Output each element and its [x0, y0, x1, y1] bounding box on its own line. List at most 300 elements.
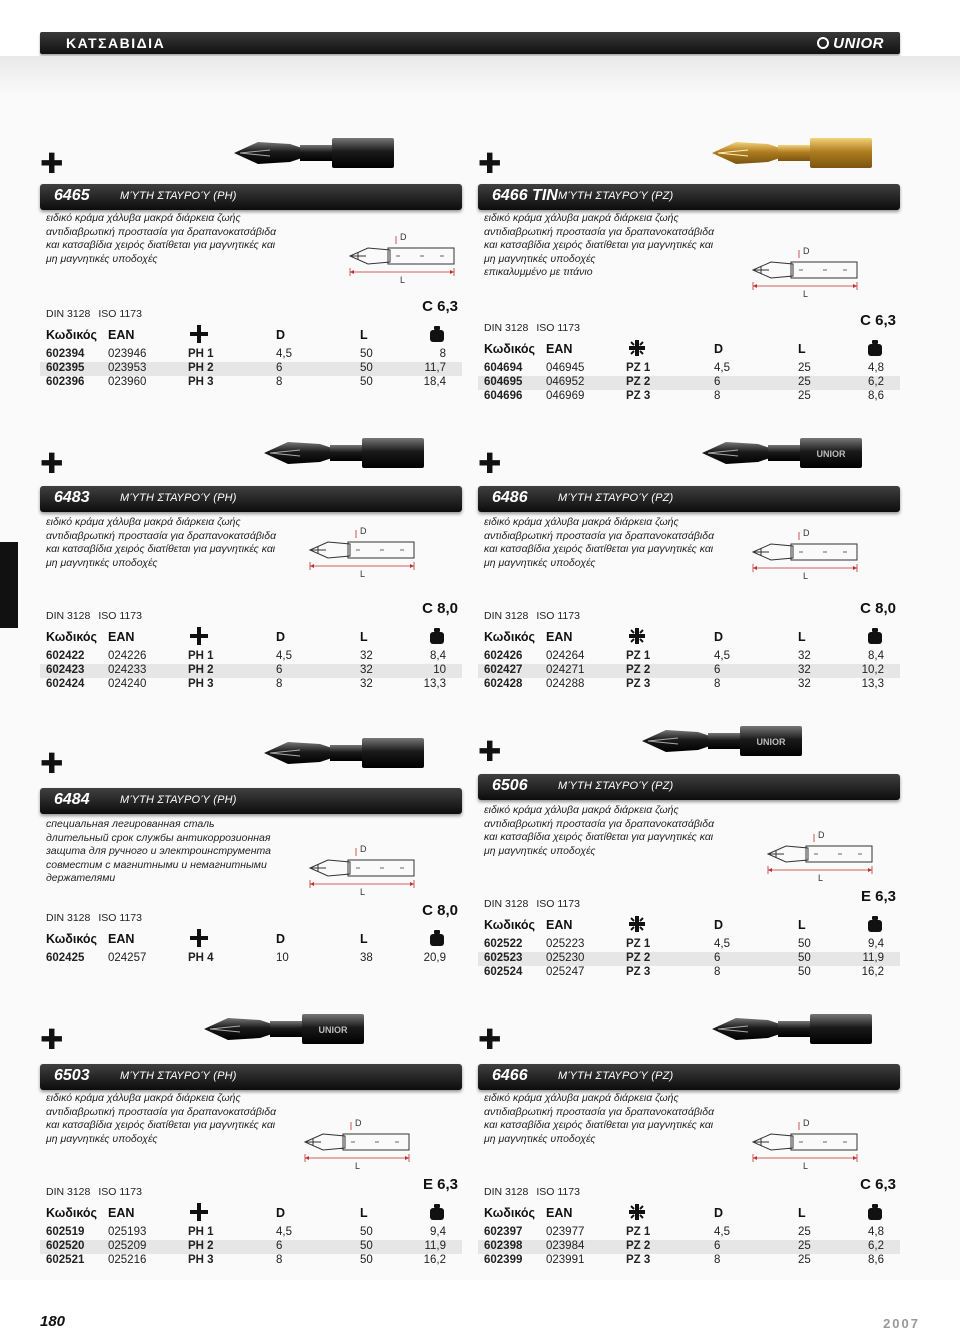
cell-weight: 8,6 — [868, 390, 884, 402]
pozidriv-cross-icon — [628, 915, 646, 933]
diagram-l-label: L — [803, 571, 809, 581]
cell-code: 604696 — [484, 390, 523, 402]
product-block — [478, 735, 900, 1008]
product-title: ΜΎΤΗ ΣΤΑΥΡΟΎ (PZ) — [558, 190, 674, 202]
table-row — [478, 938, 900, 952]
cell-weight: 6,2 — [868, 376, 884, 388]
product-note-line: μη μαγνητικές υποδοχές — [484, 252, 596, 265]
iso-standard: ISO 1173 — [98, 1186, 142, 1198]
table-row — [478, 376, 900, 390]
table-row — [40, 664, 462, 678]
product-note-line: ειδικό κράμα χάλυβα μακρά διάρκεια ζωής — [484, 212, 679, 224]
product-notes — [484, 212, 734, 280]
product-code: 6465 — [54, 187, 90, 204]
weight-icon — [430, 628, 444, 644]
cell-ean: 023946 — [108, 348, 147, 360]
product-note-line: специальная легированная сталь — [46, 818, 215, 830]
product-code: 6466 TIN — [492, 187, 558, 204]
cell-weight: 16,2 — [861, 966, 884, 978]
product-note-line: και κατσαβίδια χειρός διατίθεται για μαγνητικές και — [484, 239, 714, 251]
column-d: D — [276, 1206, 286, 1220]
cell-type: PZ 2 — [626, 664, 651, 676]
product-notes — [484, 516, 734, 570]
cell-ean: 024288 — [546, 678, 585, 690]
cell-code: 602426 — [484, 650, 523, 662]
table-row — [478, 664, 900, 678]
hex-class: C 6,3 — [860, 312, 896, 329]
cell-ean: 025247 — [546, 966, 585, 978]
column-d: D — [714, 918, 724, 932]
product-code: 6503 — [54, 1067, 90, 1084]
cell-code: 602396 — [46, 376, 85, 388]
phillips-cross-icon — [190, 1203, 208, 1221]
brand-name: UNIOR — [833, 35, 884, 52]
cell-d: 6 — [714, 376, 721, 388]
product-title-bar — [478, 184, 900, 210]
table-row — [40, 376, 462, 390]
cell-l: 32 — [360, 664, 373, 676]
din-standard: DIN 3128 — [484, 322, 529, 334]
bit-dimension-diagram — [733, 522, 883, 582]
iso-standard: ISO 1173 — [536, 610, 580, 622]
diagram-d-label: D — [803, 1118, 810, 1128]
cell-type: PH 1 — [188, 1226, 214, 1238]
weight-icon — [430, 1204, 444, 1220]
cell-d: 8 — [714, 678, 721, 690]
product-note-line: μη μαγνητικές υποδοχές — [46, 556, 158, 569]
product-plus-icon: ✚ — [478, 447, 502, 480]
cell-code: 602524 — [484, 966, 523, 978]
bit-dimension-diagram — [748, 824, 898, 884]
cell-ean: 046969 — [546, 390, 585, 402]
din-standard: DIN 3128 — [484, 1186, 529, 1198]
product-note-line: держателями — [46, 872, 116, 884]
product-plus-icon: ✚ — [478, 147, 502, 180]
cell-l: 50 — [360, 1240, 373, 1252]
cell-weight: 4,8 — [868, 362, 884, 374]
product-title: ΜΎΤΗ ΣΤΑΥΡΟΎ (PH) — [120, 492, 237, 504]
column-d: D — [276, 630, 286, 644]
bit-dimension-diagram — [285, 1112, 435, 1172]
cell-type: PZ 2 — [626, 952, 651, 964]
cell-l: 50 — [360, 362, 373, 374]
cell-type: PH 1 — [188, 348, 214, 360]
cell-d: 6 — [714, 664, 721, 676]
hex-class: C 6,3 — [860, 1176, 896, 1193]
phillips-cross-icon — [190, 627, 208, 645]
product-note-line: και κατσαβίδια χειρός διατίθεται για μαγνητικές και — [46, 1119, 276, 1131]
product-note-line: ειδικό κράμα χάλυβα μακρά διάρκεια ζωής — [484, 1092, 679, 1104]
cell-d: 6 — [276, 362, 283, 374]
product-note-line: защита для ручного и электроинструмента — [46, 845, 271, 857]
cell-type: PZ 1 — [626, 938, 651, 950]
pozidriv-cross-icon — [628, 339, 646, 357]
product-note-line: длительный срок службы антикоррозионная — [46, 831, 271, 844]
diagram-d-label: D — [803, 528, 810, 538]
column-d: D — [276, 932, 286, 946]
cell-d: 4,5 — [714, 1226, 730, 1238]
screwdriver-bit-image — [260, 428, 430, 478]
product-note-line: μη μαγνητικές υποδοχές — [46, 252, 158, 265]
column-d: D — [714, 1206, 724, 1220]
product-block — [478, 447, 900, 720]
iso-standard: ISO 1173 — [98, 610, 142, 622]
cell-code: 602398 — [484, 1240, 523, 1252]
column-l: L — [798, 630, 806, 644]
diagram-l-label: L — [803, 289, 809, 299]
product-code: 6483 — [54, 489, 90, 506]
cell-ean: 024257 — [108, 952, 147, 964]
cell-ean: 025230 — [546, 952, 585, 964]
diagram-l-label: L — [360, 569, 366, 579]
weight-icon — [868, 628, 882, 644]
bit-dimension-diagram — [733, 1112, 883, 1172]
cell-d: 8 — [276, 678, 283, 690]
cell-weight: 9,4 — [430, 1226, 446, 1238]
cell-type: PZ 3 — [626, 966, 651, 978]
cell-type: PH 1 — [188, 650, 214, 662]
screwdriver-bit-image — [200, 1004, 370, 1054]
product-title: ΜΎΤΗ ΣΤΑΥΡΟΎ (PZ) — [558, 492, 674, 504]
cell-l: 50 — [798, 952, 811, 964]
bit-dimension-diagram — [733, 240, 883, 300]
table-row — [40, 362, 462, 376]
cell-weight: 9,4 — [868, 938, 884, 950]
screwdriver-bit-image — [260, 728, 430, 778]
hex-class: C 6,3 — [422, 298, 458, 315]
cell-l: 50 — [360, 376, 373, 388]
diagram-l-label: L — [803, 1161, 809, 1171]
column-code: Κωδικός — [46, 630, 98, 644]
bit-brand-label: UNIOR — [756, 737, 786, 747]
cell-code: 602425 — [46, 952, 85, 964]
weight-icon — [868, 1204, 882, 1220]
phillips-cross-icon — [190, 325, 208, 343]
product-plus-icon: ✚ — [40, 447, 64, 480]
cell-l: 32 — [798, 678, 811, 690]
weight-icon — [868, 340, 882, 356]
product-plus-icon: ✚ — [478, 735, 502, 768]
weight-icon — [430, 326, 444, 342]
table-header — [478, 339, 900, 359]
cell-l: 50 — [360, 348, 373, 360]
cell-ean: 023984 — [546, 1240, 585, 1252]
product-notes — [46, 516, 296, 570]
cell-code: 604695 — [484, 376, 523, 388]
column-ean: EAN — [546, 918, 573, 932]
cell-weight: 11,9 — [424, 1240, 446, 1252]
bit-dimension-diagram — [290, 838, 440, 898]
screwdriver-bit-image — [708, 1004, 878, 1054]
cell-ean: 024264 — [546, 650, 585, 662]
table-row — [40, 650, 462, 664]
cell-l: 50 — [360, 1254, 373, 1266]
hex-class: C 8,0 — [422, 902, 458, 919]
table-row — [478, 966, 900, 980]
column-ean: EAN — [108, 932, 135, 946]
cell-d: 4,5 — [276, 650, 292, 662]
cell-code: 604694 — [484, 362, 523, 374]
product-title: ΜΎΤΗ ΣΤΑΥΡΟΎ (PZ) — [558, 1070, 674, 1082]
cell-d: 6 — [714, 1240, 721, 1252]
din-standard: DIN 3128 — [46, 912, 91, 924]
cell-type: PH 4 — [188, 952, 214, 964]
diagram-l-label: L — [400, 275, 406, 285]
cell-code: 602394 — [46, 348, 85, 360]
product-title-bar — [40, 184, 462, 210]
cell-d: 4,5 — [276, 1226, 292, 1238]
phillips-cross-icon — [190, 929, 208, 947]
table-header — [478, 915, 900, 935]
cell-d: 4,5 — [714, 938, 730, 950]
cell-d: 10 — [276, 952, 289, 964]
din-standard: DIN 3128 — [46, 1186, 91, 1198]
standards-line — [484, 898, 580, 910]
cell-code: 602399 — [484, 1254, 523, 1266]
iso-standard: ISO 1173 — [536, 1186, 580, 1198]
product-note-line: και κατσαβίδια χειρός διατίθεται για μαγνητικές και — [484, 543, 714, 555]
cell-type: PH 3 — [188, 376, 214, 388]
bit-dimension-diagram — [290, 520, 440, 580]
product-title-bar — [478, 774, 900, 800]
column-l: L — [798, 342, 806, 356]
standards-line — [484, 610, 580, 622]
cell-code: 602522 — [484, 938, 523, 950]
product-note-line: ειδικό κράμα χάλυβα μακρά διάρκεια ζωής — [46, 212, 241, 224]
diagram-l-label: L — [818, 873, 824, 883]
cell-type: PZ 1 — [626, 1226, 651, 1238]
product-code: 6486 — [492, 489, 528, 506]
column-code: Κωδικός — [484, 630, 536, 644]
cell-type: PZ 3 — [626, 1254, 651, 1266]
iso-standard: ISO 1173 — [536, 898, 580, 910]
column-ean: EAN — [546, 1206, 573, 1220]
cell-d: 4,5 — [276, 348, 292, 360]
table-header — [40, 929, 462, 949]
din-standard: DIN 3128 — [46, 610, 91, 622]
product-note-line: και κατσαβίδια χειρός διατίθεται για μαγνητικές και — [46, 239, 276, 251]
diagram-l-label: L — [360, 887, 366, 897]
cell-weight: 13,3 — [423, 678, 446, 690]
cell-d: 6 — [276, 664, 283, 676]
cell-l: 25 — [798, 1240, 811, 1252]
table-header — [40, 1203, 462, 1223]
table-row — [478, 952, 900, 966]
weight-icon — [430, 930, 444, 946]
product-block — [478, 1023, 900, 1296]
hex-class: E 6,3 — [860, 888, 896, 905]
din-standard: DIN 3128 — [46, 308, 91, 320]
product-title-bar — [40, 1064, 462, 1090]
hex-class: C 8,0 — [860, 600, 896, 617]
cell-weight: 8,4 — [430, 650, 446, 662]
table-row — [478, 362, 900, 376]
table-row — [40, 952, 462, 966]
cell-weight: 8,4 — [868, 650, 884, 662]
product-title-bar — [40, 486, 462, 512]
product-block — [40, 1023, 462, 1296]
din-standard: DIN 3128 — [484, 898, 529, 910]
cell-ean: 025209 — [108, 1240, 147, 1252]
product-plus-icon: ✚ — [40, 147, 64, 180]
column-l: L — [798, 1206, 806, 1220]
product-code: 6466 — [492, 1067, 528, 1084]
cell-ean: 025223 — [546, 938, 585, 950]
standards-line — [46, 610, 142, 622]
table-row — [478, 650, 900, 664]
table-row — [40, 1226, 462, 1240]
bit-brand-label: UNIOR — [318, 1025, 348, 1035]
cell-ean: 024233 — [108, 664, 147, 676]
product-note-line: μη μαγνητικές υποδοχές — [484, 844, 596, 857]
standards-line — [46, 912, 142, 924]
column-ean: EAN — [108, 630, 135, 644]
screwdriver-bit-image — [698, 428, 868, 478]
table-row — [478, 1240, 900, 1254]
cell-weight: 4,8 — [868, 1226, 884, 1238]
cell-l: 25 — [798, 376, 811, 388]
cell-type: PZ 3 — [626, 390, 651, 402]
table-row — [40, 678, 462, 692]
cell-code: 602519 — [46, 1226, 85, 1238]
cell-code: 602428 — [484, 678, 523, 690]
section-tab-marker — [0, 542, 18, 628]
product-note-line: αντιδιαβρωτική προστασία για δραπανοκατσάβιδα — [46, 1105, 277, 1118]
table-row — [478, 1254, 900, 1268]
cell-type: PH 2 — [188, 362, 214, 374]
product-title: ΜΎΤΗ ΣΤΑΥΡΟΎ (PH) — [120, 190, 237, 202]
cell-weight: 20,9 — [423, 952, 446, 964]
diagram-d-label: D — [818, 830, 825, 840]
product-note-line: μη μαγνητικές υποδοχές — [484, 556, 596, 569]
cell-weight: 6,2 — [868, 1240, 884, 1252]
cell-l: 25 — [798, 390, 811, 402]
product-title-bar — [40, 788, 462, 814]
cell-l: 32 — [360, 650, 373, 662]
product-note-line: αντιδιαβρωτική προστασία για δραπανοκατσάβιδα — [46, 529, 277, 542]
column-code: Κωδικός — [46, 328, 98, 342]
diagram-d-label: D — [360, 526, 367, 536]
product-note-line: και κατσαβίδια χειρός διατίθεται για μαγνητικές και — [484, 1119, 714, 1131]
cell-code: 602521 — [46, 1254, 85, 1266]
product-plus-icon: ✚ — [40, 747, 64, 780]
screwdriver-bit-image — [708, 128, 878, 178]
cell-l: 32 — [798, 664, 811, 676]
cell-code: 602395 — [46, 362, 85, 374]
product-note-line: μη μαγνητικές υποδοχές — [46, 1132, 158, 1145]
cell-ean: 023960 — [108, 376, 147, 388]
column-l: L — [360, 1206, 368, 1220]
cell-code: 602520 — [46, 1240, 85, 1252]
column-l: L — [360, 932, 368, 946]
table-header — [40, 627, 462, 647]
table-header — [478, 1203, 900, 1223]
cell-code: 602422 — [46, 650, 85, 662]
column-d: D — [714, 342, 724, 356]
column-l: L — [798, 918, 806, 932]
table-row — [478, 1226, 900, 1240]
cell-ean: 023977 — [546, 1226, 585, 1238]
cell-ean: 024271 — [546, 664, 585, 676]
column-code: Κωδικός — [46, 932, 98, 946]
product-note-line: και κατσαβίδια χειρός διατίθεται για μαγνητικές και — [484, 831, 714, 843]
cell-l: 38 — [360, 952, 373, 964]
product-title-bar — [478, 1064, 900, 1090]
cell-d: 6 — [714, 952, 721, 964]
pozidriv-cross-icon — [628, 627, 646, 645]
cell-weight: 10 — [433, 664, 446, 676]
cell-ean: 046945 — [546, 362, 585, 374]
cell-ean: 025216 — [108, 1254, 147, 1266]
product-code: 6484 — [54, 791, 90, 808]
cell-l: 50 — [798, 938, 811, 950]
cell-ean: 025193 — [108, 1226, 147, 1238]
product-title: ΜΎΤΗ ΣΤΑΥΡΟΎ (PH) — [120, 794, 237, 806]
product-code: 6506 — [492, 777, 528, 794]
product-notes — [46, 1092, 296, 1146]
column-ean: EAN — [546, 630, 573, 644]
catalog-year: 2007 — [883, 1316, 920, 1330]
product-notes — [484, 804, 734, 858]
product-note-line: αντιδιαβρωτική προστασία για δραπανοκατσάβιδα — [484, 225, 715, 238]
cell-weight: 8,6 — [868, 1254, 884, 1266]
cell-weight: 10,2 — [861, 664, 884, 676]
product-block — [478, 147, 900, 420]
column-code: Κωδικός — [46, 1206, 98, 1220]
product-notes — [484, 1092, 734, 1146]
diagram-d-label: D — [400, 232, 407, 242]
iso-standard: ISO 1173 — [98, 308, 142, 320]
cell-weight: 11,7 — [424, 362, 446, 374]
cell-code: 602397 — [484, 1226, 523, 1238]
cell-weight: 13,3 — [861, 678, 884, 690]
hex-class: E 6,3 — [422, 1176, 458, 1193]
product-note-line: ειδικό κράμα χάλυβα μακρά διάρκεια ζωής — [484, 516, 679, 528]
cell-l: 50 — [360, 1226, 373, 1238]
standards-line — [484, 322, 580, 334]
cell-code: 602424 — [46, 678, 85, 690]
product-note-line: ειδικό κράμα χάλυβα μακρά διάρκεια ζωής — [484, 804, 679, 816]
product-block — [40, 147, 462, 420]
product-title: ΜΎΤΗ ΣΤΑΥΡΟΎ (PH) — [120, 1070, 237, 1082]
cell-d: 8 — [276, 1254, 283, 1266]
product-notes — [46, 212, 296, 266]
column-l: L — [360, 328, 368, 342]
table-row — [40, 1254, 462, 1268]
product-note-line: μη μαγνητικές υποδοχές — [484, 1132, 596, 1145]
cell-d: 8 — [276, 376, 283, 388]
table-header — [478, 627, 900, 647]
table-row — [478, 678, 900, 692]
bit-brand-label: UNIOR — [816, 449, 846, 459]
product-title-bar — [478, 486, 900, 512]
weight-icon — [868, 916, 882, 932]
cell-ean: 023991 — [546, 1254, 585, 1266]
table-row — [478, 390, 900, 404]
bit-dimension-diagram — [330, 226, 480, 286]
cell-d: 8 — [714, 390, 721, 402]
product-note-line: совместим с магнитными и немагнитными — [46, 858, 267, 871]
cell-d: 8 — [714, 966, 721, 978]
product-note-line: αντιδιαβρωτική προστασία για δραπανοκατσάβιδα — [484, 817, 715, 830]
cell-type: PH 2 — [188, 664, 214, 676]
screwdriver-bit-image — [638, 716, 808, 766]
cell-type: PH 2 — [188, 1240, 214, 1252]
brand-mark-icon — [817, 37, 829, 49]
page-title: ΚΑΤΣΑΒΙΔΙΑ — [66, 35, 166, 51]
cell-d: 4,5 — [714, 650, 730, 662]
cell-l: 32 — [798, 650, 811, 662]
